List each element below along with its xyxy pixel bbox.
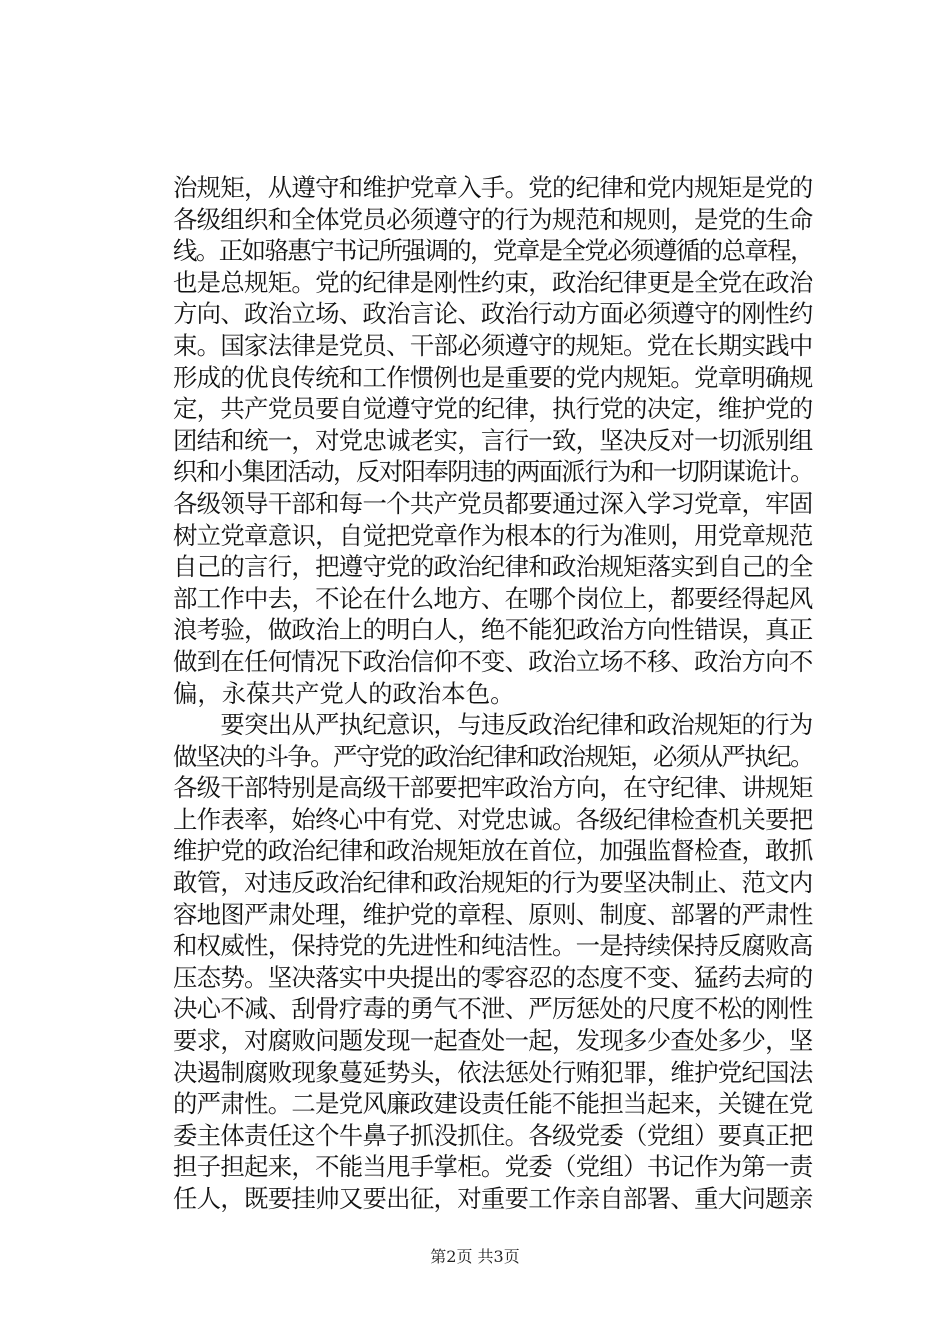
text-line: 树立党章意识，自觉把党章作为根本的行为准则，用党章规范 [173,520,813,550]
text-line: 要突出从严执纪意识，与违反政治纪律和政治规矩的行为 [173,710,813,740]
text-line: 决心不减、刮骨疗毒的勇气不泄、严厉惩处的尺度不松的刚性 [173,994,813,1024]
text-line: 任人，既要挂帅又要出征，对重要工作亲自部署、重大问题亲 [173,1184,813,1213]
text-line: 束。国家法律是党员、干部必须遵守的规矩。党在长期实践中 [173,330,813,360]
text-line: 各级组织和全体党员必须遵守的行为规范和规则，是党的生命 [173,204,813,234]
text-line: 也是总规矩。党的纪律是刚性约束，政治纪律更是全党在政治 [173,267,813,297]
text-line: 的严肃性。二是党风廉政建设责任能不能担当起来，关键在党 [173,1089,813,1119]
text-line: 决遏制腐败现象蔓延势头，依法惩处行贿犯罪，维护党纪国法 [173,1057,813,1087]
text-line: 形成的优良传统和工作惯例也是重要的党内规矩。党章明确规 [173,362,813,392]
text-line: 各级领导干部和每一个共产党员都要通过深入学习党章，牢固 [173,488,813,518]
body-text [173,172,813,1215]
text-line: 做到在任何情况下政治信仰不变、政治立场不移、政治方向不 [173,646,813,676]
text-line: 委主体责任这个牛鼻子抓没抓住。各级党委（党组）要真正把 [173,1120,813,1150]
text-line: 浪考验，做政治上的明白人，绝不能犯政治方向性错误，真正 [173,615,813,645]
text-line: 治规矩，从遵守和维护党章入手。党的纪律和党内规矩是党的 [173,173,813,202]
page-footer: 第2页 共3页 [430,1247,520,1266]
text-line: 和权威性，保持党的先进性和纯洁性。一是持续保持反腐败高 [173,931,813,961]
text-line: 要求，对腐败问题发现一起查处一起，发现多少查处多少，坚 [173,1026,813,1056]
text-line: 线。正如骆惠宁书记所强调的，党章是全党必须遵循的总章程， [173,236,813,266]
text-line: 敢管，对违反政治纪律和政治规矩的行为要坚决制止、范文内 [173,868,813,898]
text-line: 偏，永葆共产党人的政治本色。 [173,678,515,708]
text-line: 方向、政治立场、政治言论、政治行动方面必须遵守的刚性约 [173,299,813,329]
text-line: 部工作中去，不论在什么地方、在哪个岗位上，都要经得起风 [173,583,813,613]
text-line: 担子担起来，不能当甩手掌柜。党委（党组）书记作为第一责 [173,1152,813,1182]
text-line: 容地图严肃处理，维护党的章程、原则、制度、部署的严肃性 [173,899,813,929]
text-line: 各级干部特别是高级干部要把牢政治方向，在守纪律、讲规矩 [173,773,813,803]
text-line: 定，共产党员要自觉遵守党的纪律，执行党的决定，维护党的 [173,394,813,424]
text-line: 压态势。坚决落实中央提出的零容忍的态度不变、猛药去疴的 [173,962,813,992]
text-line: 自己的言行，把遵守党的政治纪律和政治规矩落实到自己的全 [173,552,813,582]
text-line: 团结和统一，对党忠诚老实，言行一致，坚决反对一切派别组 [173,425,813,455]
text-line: 织和小集团活动，反对阳奉阴违的两面派行为和一切阴谋诡计。 [173,457,813,487]
text-line: 上作表率，始终心中有党、对党忠诚。各级纪律检查机关要把 [173,804,813,834]
text-line: 做坚决的斗争。严守党的政治纪律和政治规矩，必须从严执纪。 [173,741,813,771]
text-line: 维护党的政治纪律和政治规矩放在首位，加强监督检查，敢抓 [173,836,813,866]
